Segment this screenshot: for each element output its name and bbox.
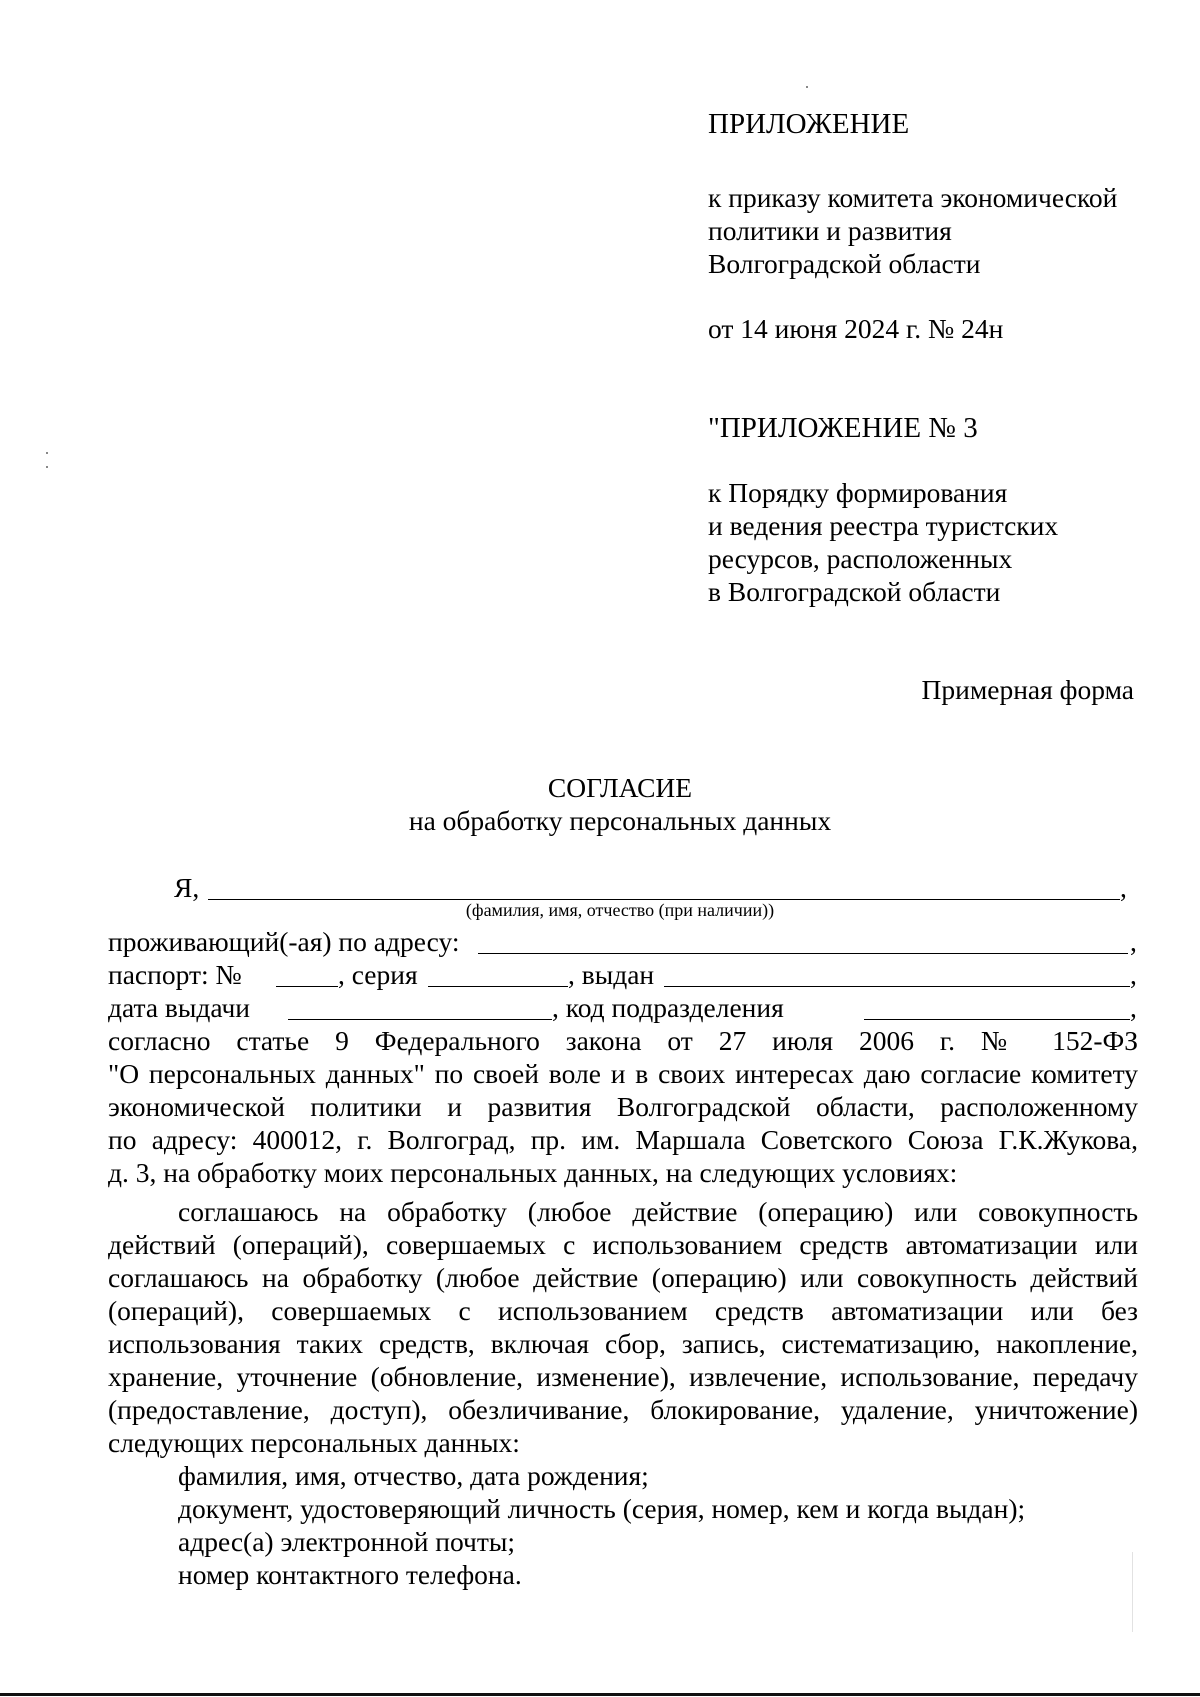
sample-form-label: Примерная форма (921, 674, 1134, 705)
division-code-blank[interactable] (864, 1019, 1130, 1020)
appendix3-title: "ПРИЛОЖЕНИЕ № 3 (708, 412, 978, 444)
procedure-reference-line: и ведения реестра туристских (708, 510, 1059, 541)
body-line: д. 3, на обработку моих персональных данных, на следующих условиях: (108, 1157, 958, 1188)
address-label: проживающий(-ая) по адресу: (108, 926, 460, 957)
scan-mark (1132, 1552, 1133, 1632)
document-title: СОГЛАСИЕ (547, 772, 693, 803)
passport-number-blank[interactable] (276, 986, 338, 987)
issue-date-label: дата выдачи (108, 992, 251, 1023)
comma: , (1130, 926, 1137, 957)
i-label: Я, (174, 872, 200, 903)
body-line: "О персональных данных" по своей воле и в своих интересах даю согласие комитету (108, 1058, 1138, 1089)
body-line: соглашаюсь на обработку (любое действие (операцию) или совокупность (178, 1196, 1138, 1227)
body-line: (предоставление, доступ), обезличивание, блокирование, удаление, уничтожение) (108, 1394, 1138, 1425)
passport-series-blank[interactable] (428, 986, 568, 987)
data-item: документ, удостоверяющий личность (серия, номер, кем и когда выдан); (178, 1493, 1026, 1524)
body-line: согласно статье 9 Федерального закона от 27 июля 2006 г. № 152-ФЗ (108, 1025, 1138, 1056)
order-reference-line: политики и развития (708, 215, 952, 246)
scan-speck (806, 86, 808, 88)
scan-speck (46, 466, 48, 468)
division-code-label: , код подразделения (552, 992, 784, 1023)
procedure-reference-line: к Порядку формирования (708, 477, 1008, 508)
body-line: следующих персональных данных: (108, 1427, 520, 1458)
body-line: действий (операций), совершаемых с использованием средств автоматизации или (108, 1229, 1138, 1260)
issued-by-blank[interactable] (664, 986, 1130, 987)
data-item: номер контактного телефона. (178, 1559, 522, 1590)
order-reference-line: Волгоградской области (708, 248, 981, 279)
procedure-reference-line: ресурсов, расположенных (708, 543, 1013, 574)
document-subtitle: на обработку персональных данных (408, 805, 832, 836)
body-line: по адресу: 400012, г. Волгоград, пр. им. Маршала Советского Союза Г.К.Жукова, (108, 1124, 1138, 1155)
issue-date-blank[interactable] (288, 1019, 552, 1020)
address-blank-line[interactable] (478, 953, 1128, 954)
procedure-reference-line: в Волгоградской области (708, 576, 1001, 607)
appendix-title: ПРИЛОЖЕНИЕ (708, 108, 910, 140)
order-date: от 14 июня 2024 г. № 24н (708, 313, 1004, 344)
data-item: адрес(а) электронной почты; (178, 1526, 516, 1557)
body-line: экономической политики и развития Волгоградской области, расположенному (108, 1091, 1138, 1122)
comma: , (1120, 872, 1127, 903)
scan-speck (46, 452, 48, 454)
series-label: , серия (338, 959, 418, 990)
comma: , (1130, 992, 1137, 1023)
comma: , (1130, 959, 1137, 990)
order-reference-line: к приказу комитета экономической (708, 182, 1118, 213)
data-item: фамилия, имя, отчество, дата рождения; (178, 1460, 649, 1491)
fio-caption: (фамилия, имя, отчество (при наличии)) (465, 900, 775, 920)
body-line: хранение, уточнение (обновление, изменение), извлечение, использование, передачу (108, 1361, 1138, 1392)
body-line: использования таких средств, включая сбор, запись, систематизацию, накопление, (108, 1328, 1138, 1359)
passport-label: паспорт: № (108, 959, 242, 990)
body-line: (операций), совершаемых с использованием средств автоматизации или без (108, 1295, 1138, 1326)
issued-label: , выдан (568, 959, 655, 990)
body-line: соглашаюсь на обработку (любое действие (операцию) или совокупность действий (108, 1262, 1138, 1293)
scan-bottom-edge (0, 1693, 1200, 1696)
